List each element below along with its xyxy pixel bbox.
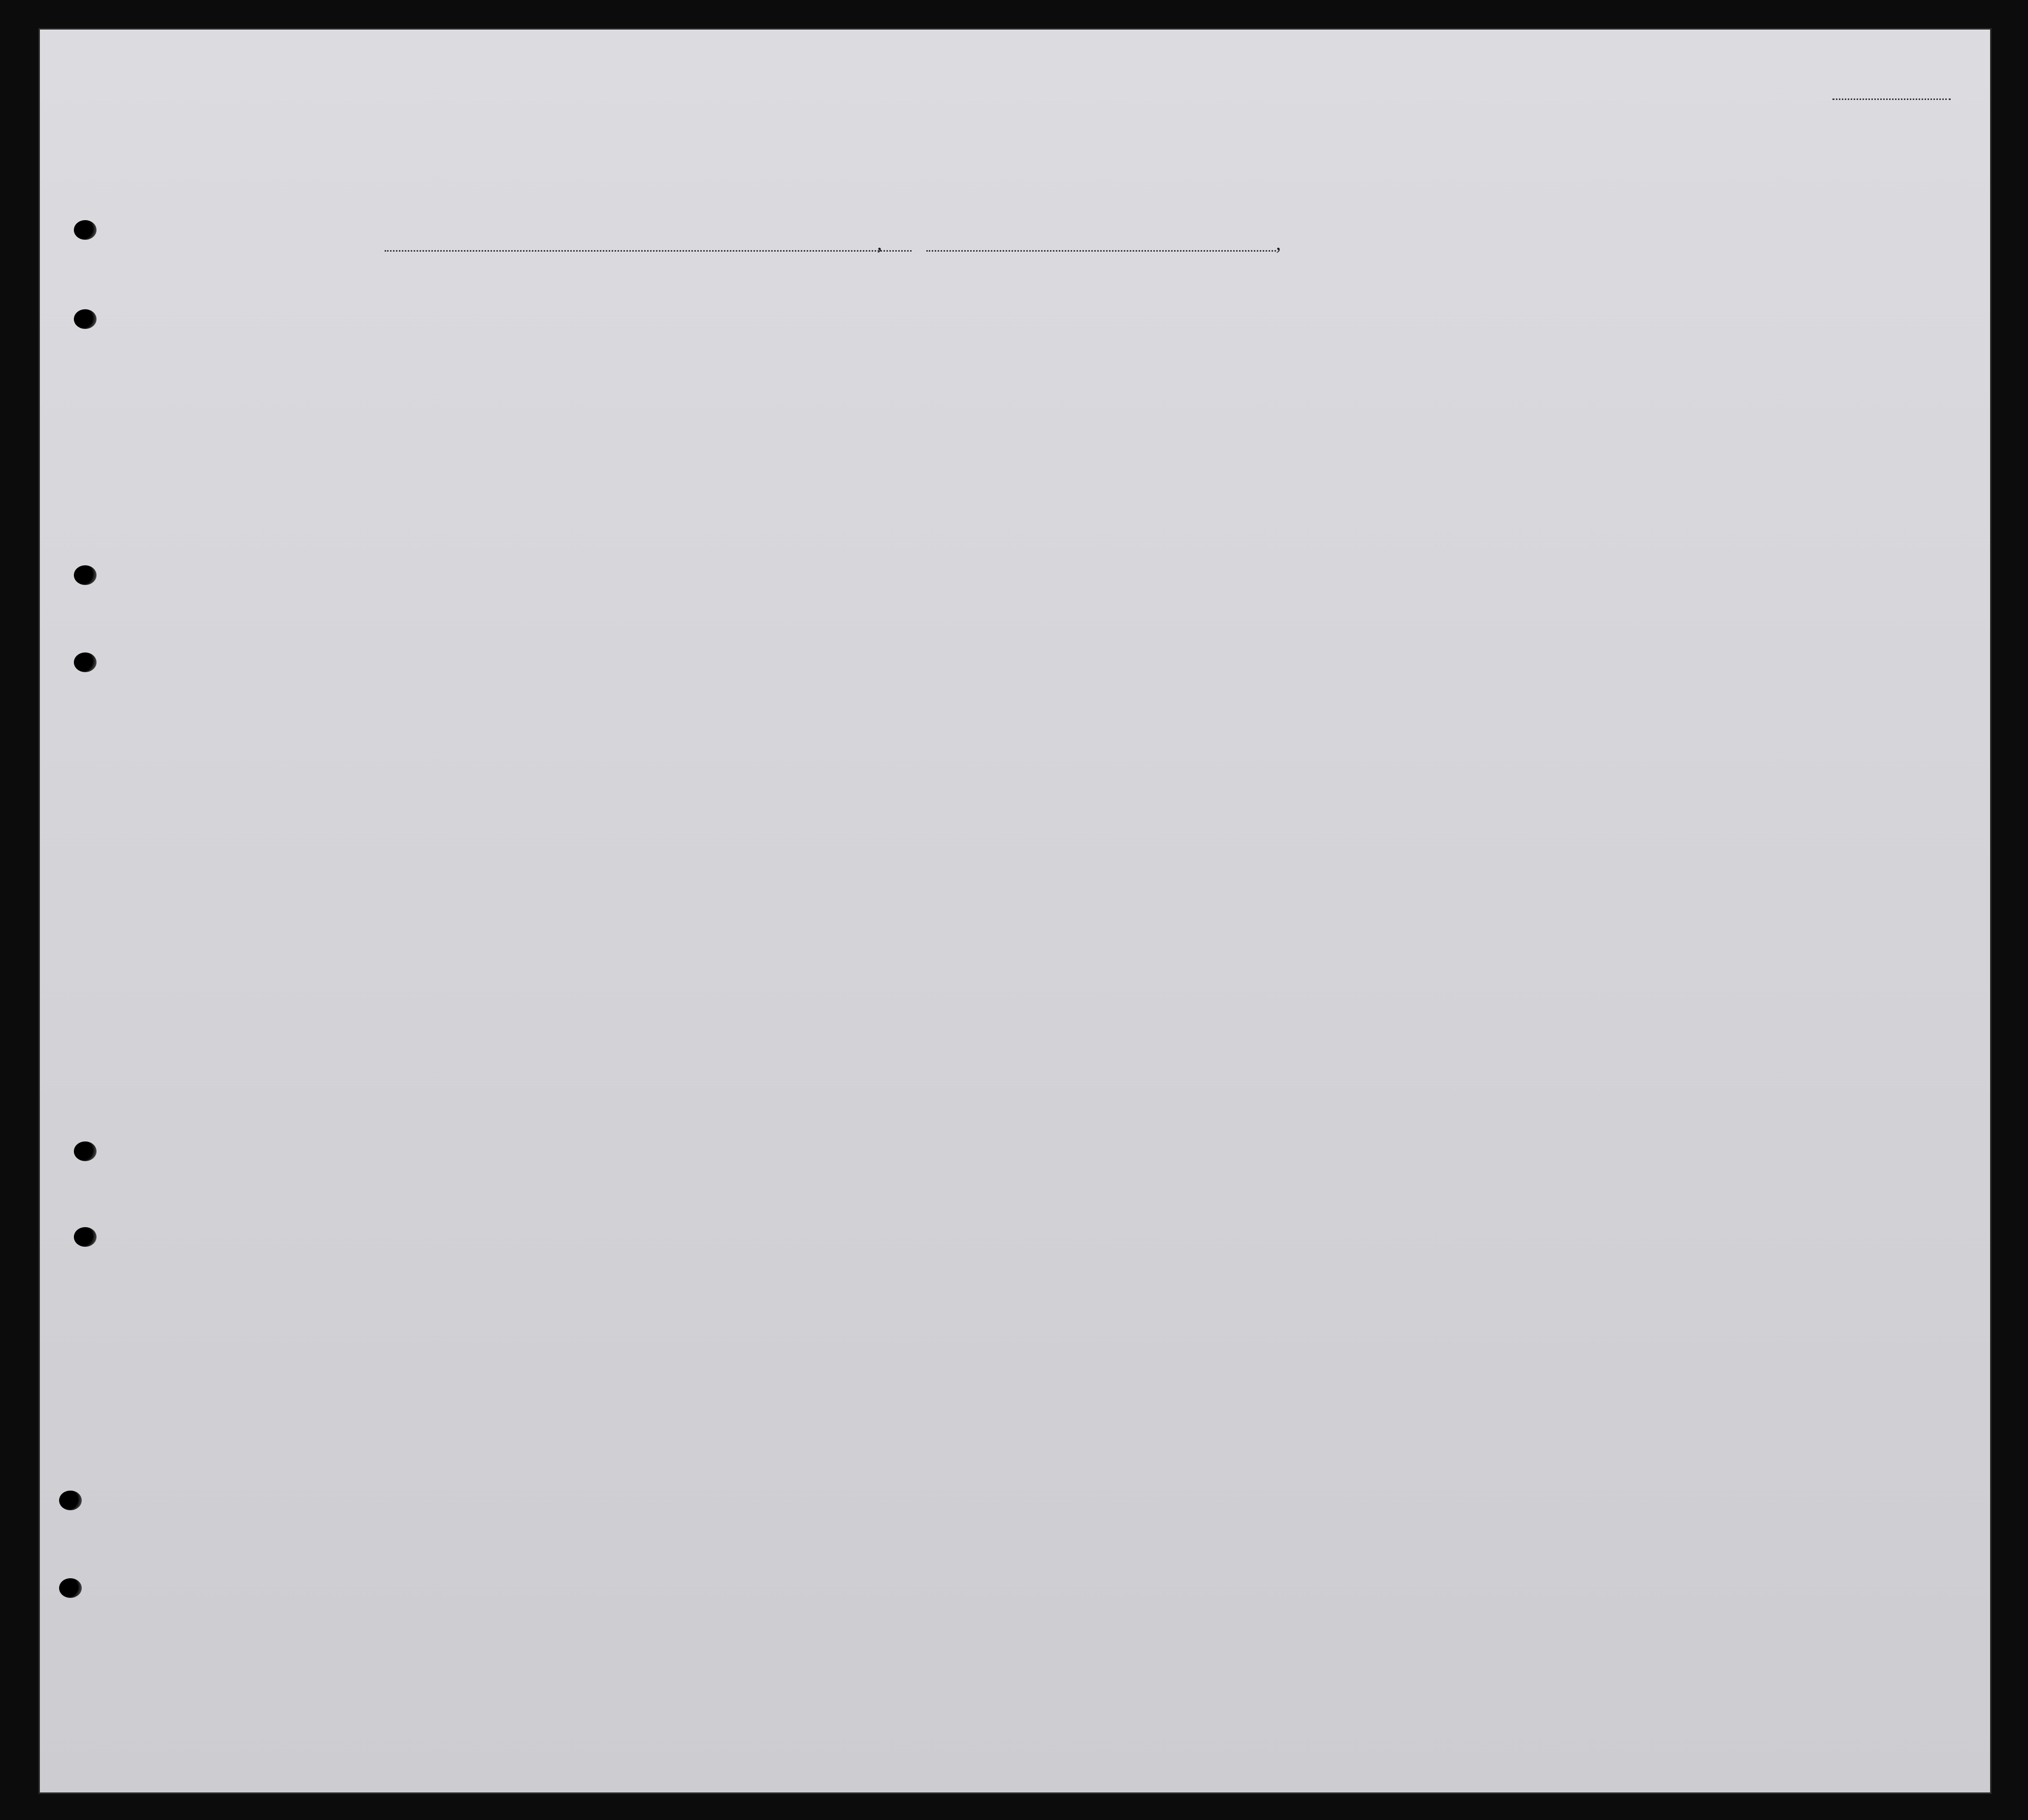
binder-hole bbox=[74, 220, 97, 240]
binder-hole bbox=[59, 1491, 82, 1510]
manifest-grid bbox=[40, 30, 1990, 1792]
comma-sep: , bbox=[877, 232, 882, 254]
header-length-of-stay bbox=[1271, 334, 1290, 452]
header-citizen bbox=[1317, 334, 1336, 452]
binder-hole bbox=[74, 652, 97, 672]
header-polygamist bbox=[1381, 325, 1396, 458]
header-inches bbox=[1735, 414, 1746, 463]
header-return-intent bbox=[1203, 334, 1222, 452]
header-fifty-dollars bbox=[765, 298, 785, 441]
comma-sep-2: , bbox=[1276, 232, 1281, 254]
header-anarchist bbox=[1411, 325, 1426, 458]
header-overthrow bbox=[1439, 325, 1474, 458]
binder-hole bbox=[74, 1141, 97, 1161]
manifest-sheet bbox=[38, 28, 1992, 1794]
header-prison bbox=[1350, 325, 1370, 458]
header-labor-offer bbox=[1489, 325, 1519, 458]
header-feet bbox=[1718, 423, 1729, 463]
binder-hole bbox=[74, 565, 97, 585]
header-ticket bbox=[642, 298, 661, 441]
binder-hole bbox=[74, 1227, 97, 1247]
binder-hole bbox=[59, 1578, 82, 1598]
binder-hole bbox=[74, 309, 97, 329]
header-deported bbox=[1535, 325, 1553, 458]
